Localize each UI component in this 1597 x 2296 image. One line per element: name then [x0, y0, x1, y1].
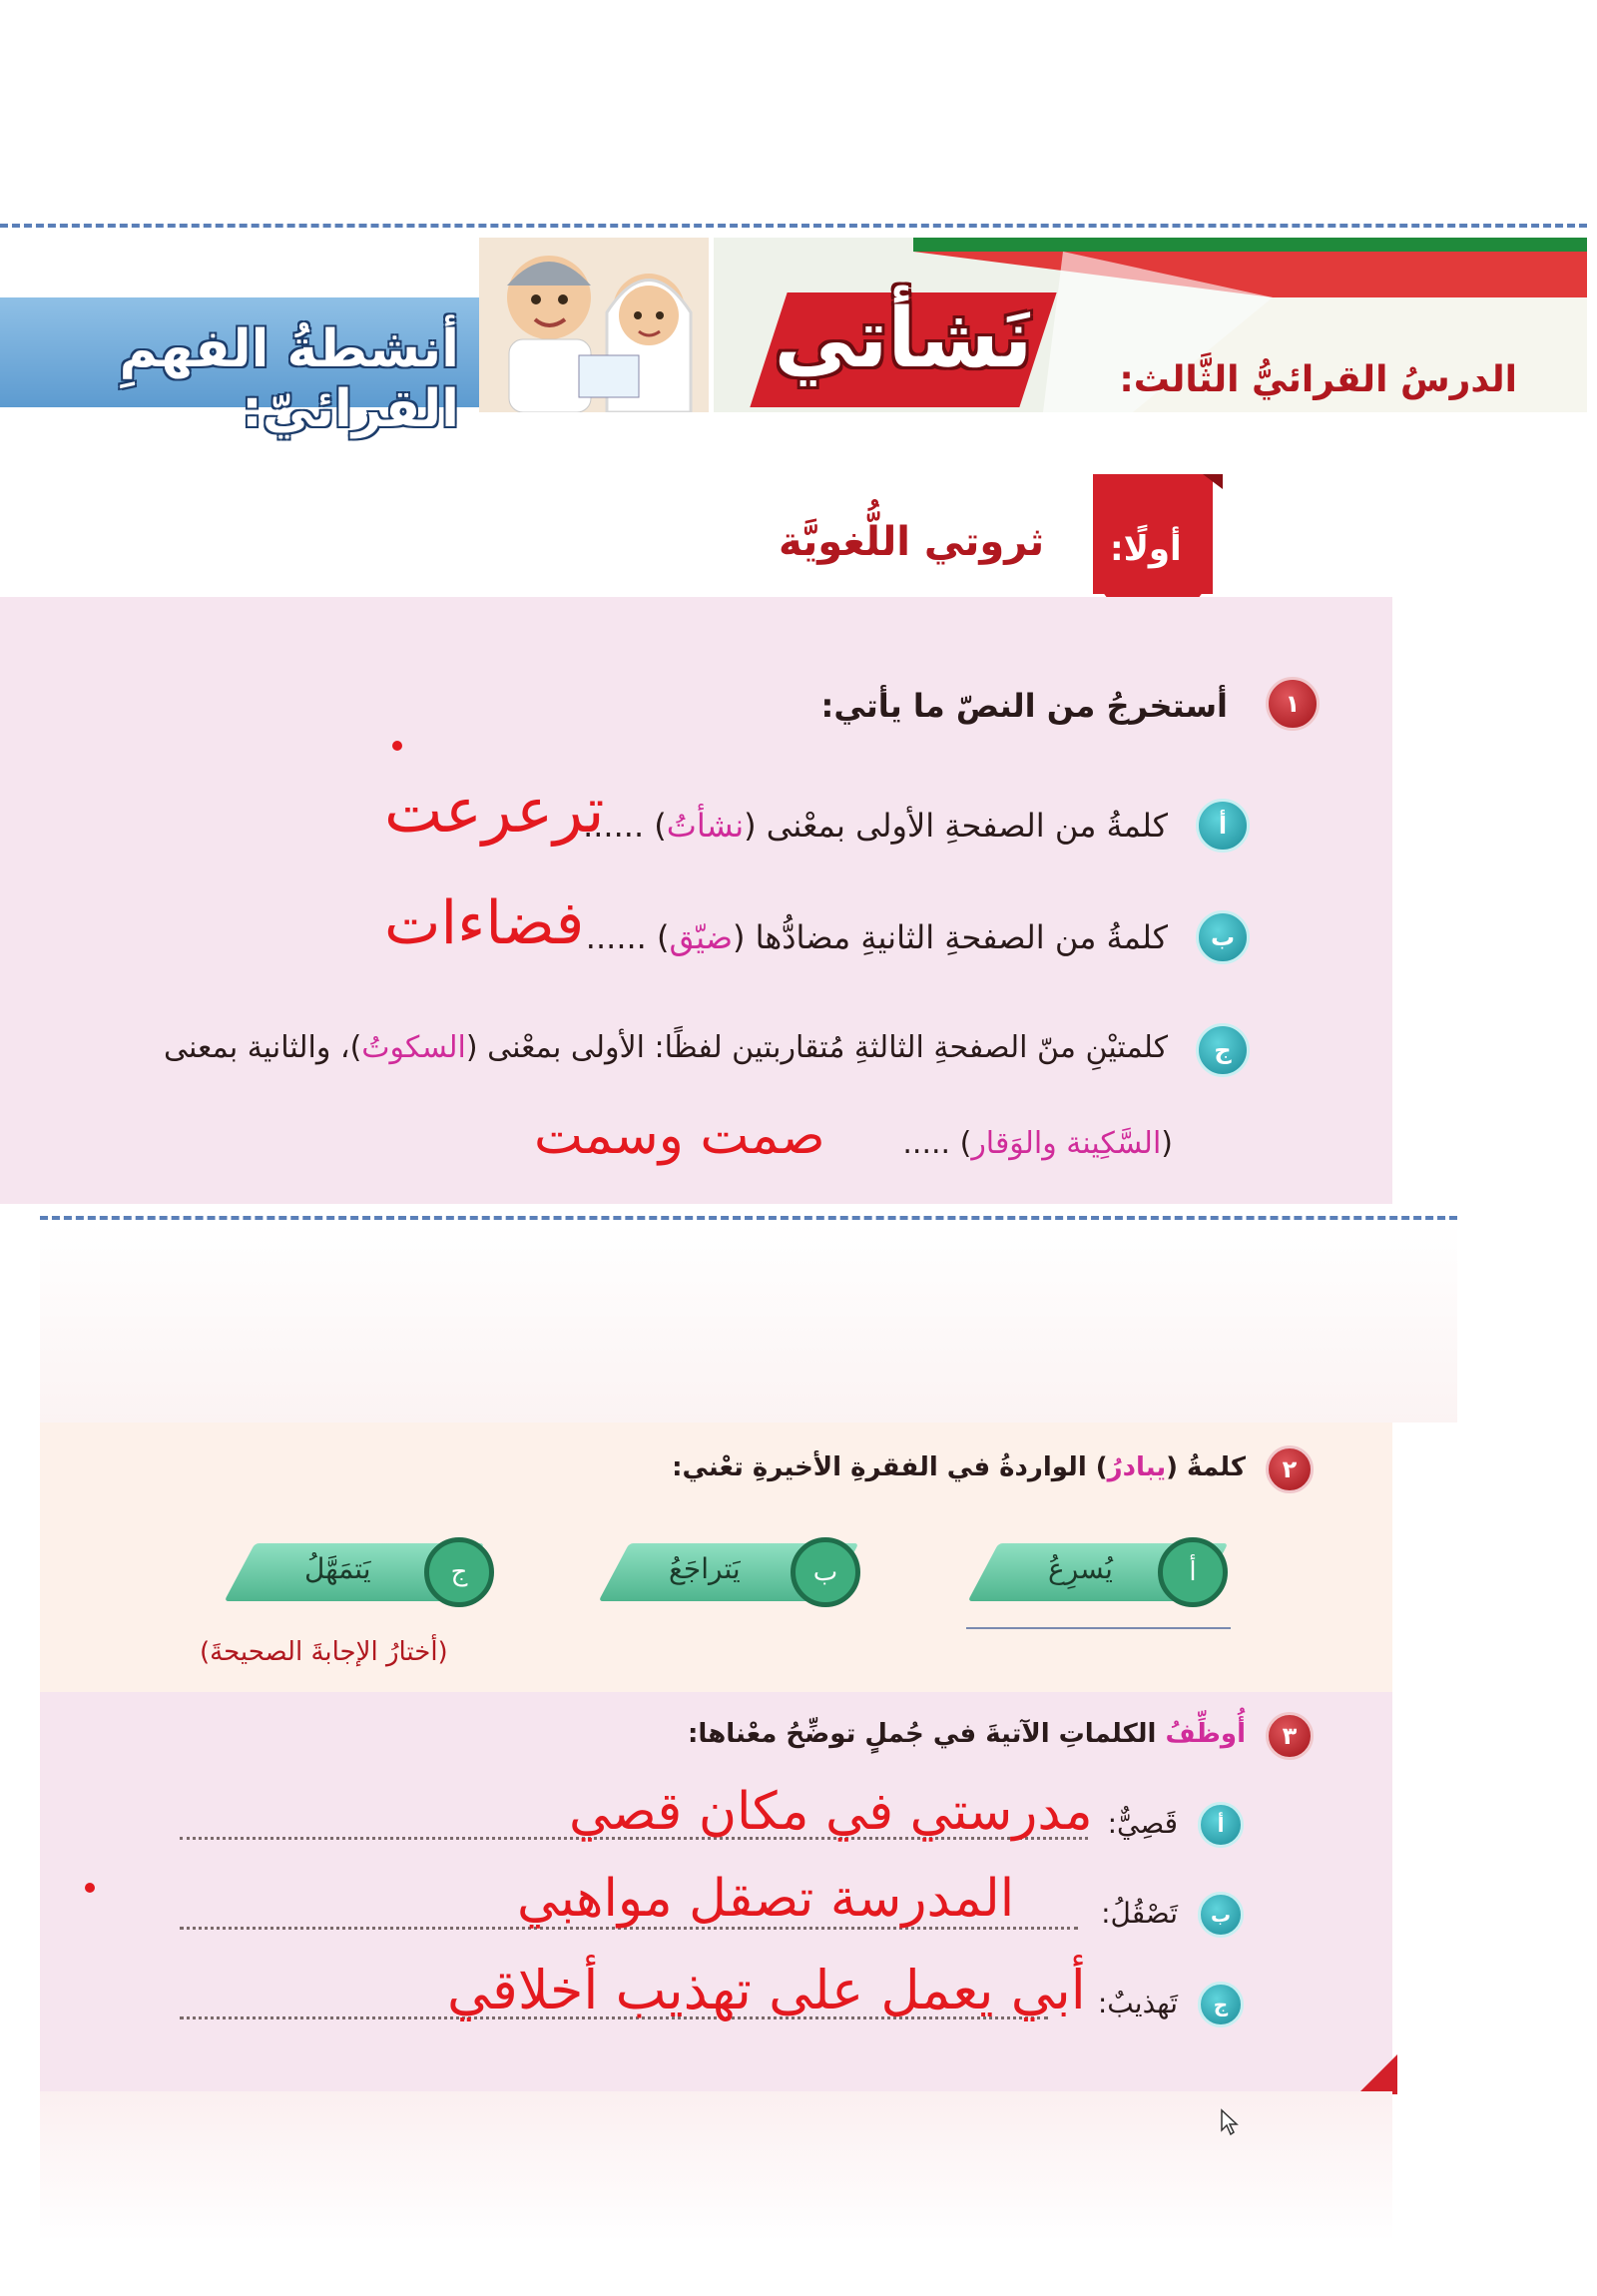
option-a-underline	[966, 1627, 1231, 1629]
lesson-header	[0, 238, 1587, 439]
q1-item-c-letter: ج	[1196, 1023, 1250, 1077]
q3-item-b-word: تَصْقُلُ:	[1101, 1897, 1178, 1930]
option-c-letter[interactable]: ج	[424, 1537, 494, 1607]
q3-item-c-answer[interactable]: أبي يعمل على تهذيب أخلاقي	[447, 1959, 1086, 2021]
q3-item-a-letter: أ	[1198, 1802, 1244, 1848]
q1-item-b-letter: ب	[1196, 910, 1250, 964]
section-title: ثروتي اللُّغويَّة	[779, 519, 1045, 565]
decorative-background	[40, 1223, 1457, 1423]
option-b-letter[interactable]: ب	[791, 1537, 860, 1607]
option-a-text: يُسرِعُ	[1048, 1552, 1113, 1585]
q1-item-c-line2: (السَّكِينة والوَقار) .....	[902, 1126, 1173, 1161]
q1-item-b-answer[interactable]: فضاءات	[384, 888, 585, 958]
mouse-cursor-icon	[1220, 2108, 1240, 2136]
q1-item-b-text: كلمةُ من الصفحةِ الثانيةِ مضادُّها (ضيّق) ......	[585, 918, 1168, 956]
corner-triangle-icon	[1357, 2054, 1397, 2094]
option-b-text: يَتراجَعُ	[669, 1552, 741, 1585]
q3-item-a-word: قَصِيٌّ:	[1107, 1807, 1178, 1840]
option-a-letter[interactable]: أ	[1158, 1537, 1228, 1607]
lesson-label: الدرسُ القرائيُّ الثَّالث:	[1119, 359, 1517, 400]
q1-item-a-text: كلمةُ من الصفحةِ الأولى بمعْنى (نشأتُ) ......	[583, 807, 1168, 845]
question-2-prompt: كلمةُ (يبادرُ) الواردةُ في الفقرةِ الأخيرةِ تعْني:	[672, 1452, 1246, 1482]
q3-item-c-letter: ج	[1198, 1982, 1244, 2027]
q3-item-b-answer[interactable]: المدرسة تصقل مواهبي	[517, 1869, 1015, 1929]
question-3-number: ٣	[1266, 1712, 1314, 1760]
q1-item-c-answer[interactable]: صمت وسمت	[534, 1106, 825, 1166]
red-dot-mark	[392, 741, 402, 751]
question-2-note: (أختارُ الإجابةَ الصحيحةَ)	[200, 1637, 448, 1667]
brand-title: نَشأتي	[774, 291, 1033, 386]
red-dot-mark	[85, 1883, 95, 1893]
bottom-decoration	[40, 2091, 1392, 2241]
q1-item-a-letter: أ	[1196, 799, 1250, 853]
middle-dashed-divider	[40, 1216, 1457, 1220]
question-1-number: ١	[1266, 677, 1320, 731]
question-1-prompt: أستخرجُ من النصّ ما يأتي:	[820, 687, 1228, 725]
children-illustration-icon	[479, 238, 709, 412]
activities-banner	[0, 297, 499, 439]
q1-item-a-answer[interactable]: ترعرعت	[384, 774, 605, 847]
q3-item-c-word: تَهذيبٌ:	[1097, 1987, 1178, 2019]
question-3-prompt: أُوظِّفُ الكلماتِ الآتيةَ في جُملٍ توضِّحُ معْناها:	[688, 1719, 1246, 1749]
option-c-text: يَتمَهَّلُ	[304, 1552, 371, 1585]
q3-item-b-letter: ب	[1198, 1892, 1244, 1938]
children-illustration	[479, 238, 709, 412]
lesson-banner	[714, 238, 1587, 412]
activities-title: أنشطةُ الفهمِ القرائيّ:	[119, 319, 459, 439]
q1-item-c-text: كلمتيْنِ منّ الصفحةِ الثالثةِ مُتقاربتين لفظًا: الأولى بمعْنى (السكوتُ)، والثانية بمعنى	[163, 1030, 1168, 1065]
top-dashed-divider	[0, 224, 1587, 228]
ribbon-label: أولًا:	[1110, 529, 1182, 569]
question-2-number: ٢	[1266, 1445, 1314, 1493]
q3-item-a-answer[interactable]: مدرستي في مكان قصي	[569, 1782, 1093, 1842]
